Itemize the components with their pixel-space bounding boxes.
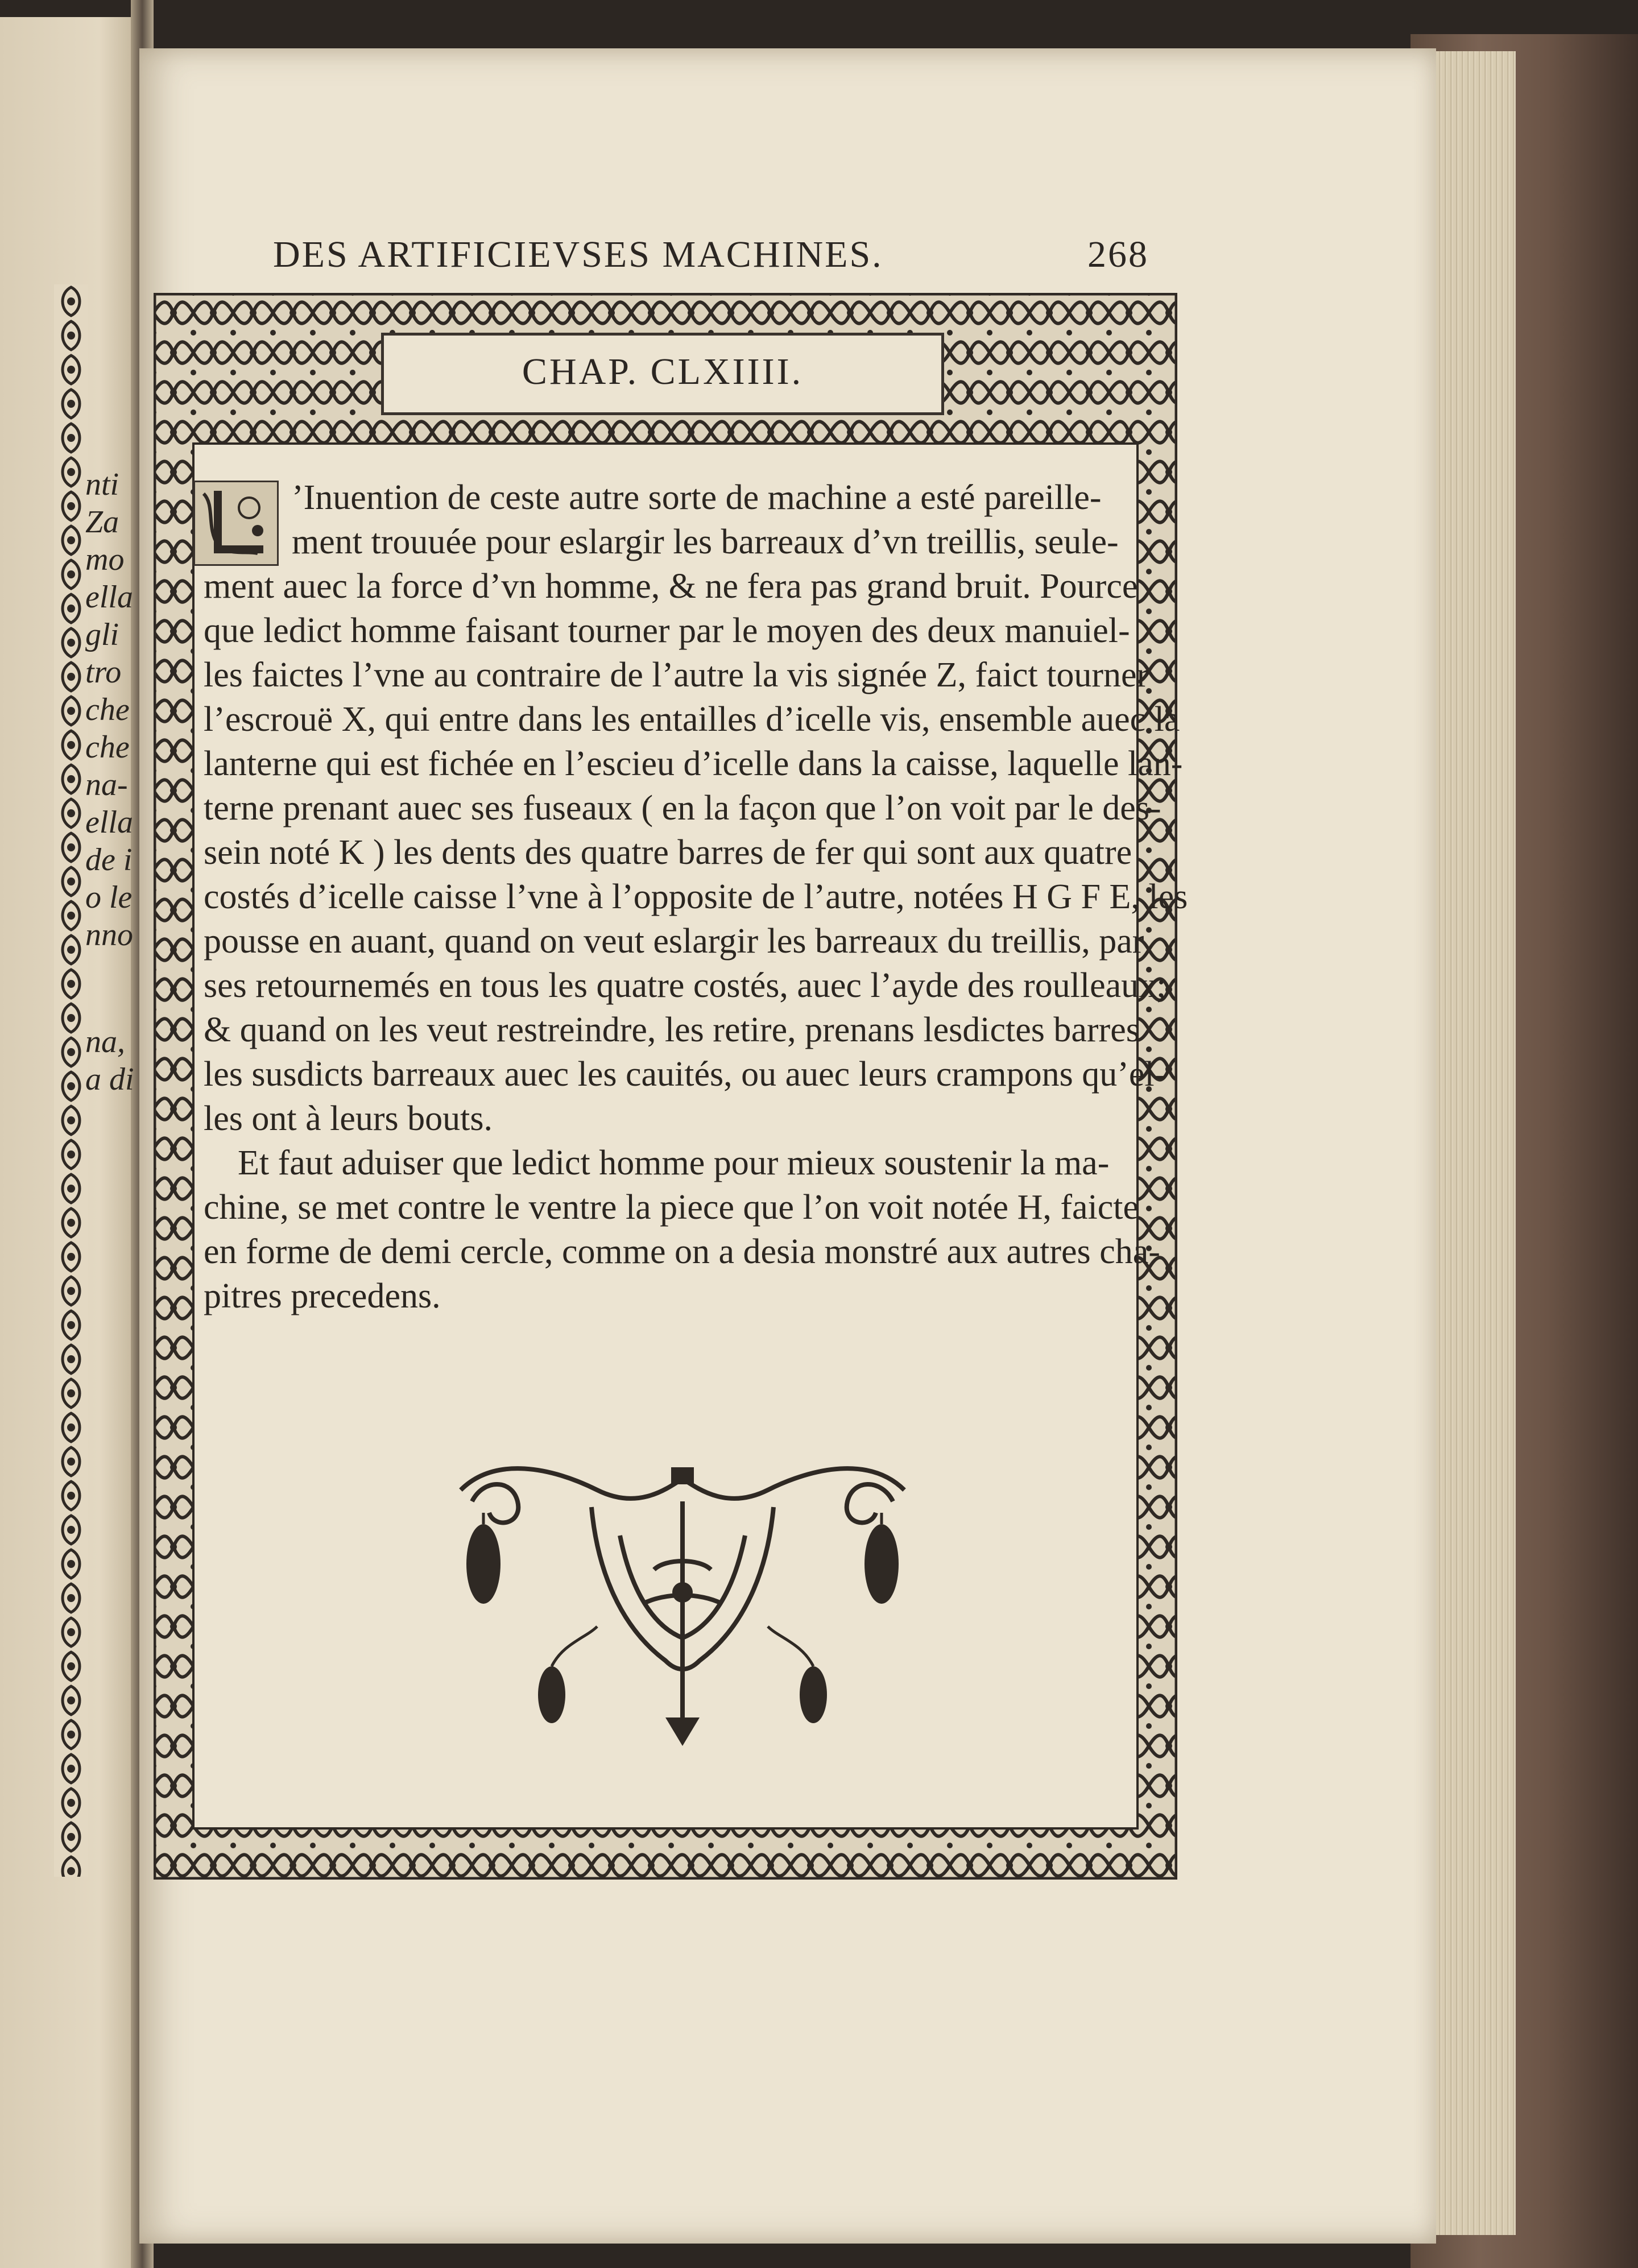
text-line: ’Inuention de ceste autre sorte de machine a esté pareille- <box>292 478 1102 517</box>
text-line: que ledict homme faisant tourner par le moyen des deux manuiel- <box>204 611 1130 650</box>
text-line: chine, se met contre le ventre la piece que l’on voit notée H, faicte <box>204 1188 1139 1227</box>
running-head-title: DES ARTIFICIEVSES MACHINES. <box>273 234 883 275</box>
text-line: les ont à leurs bouts. <box>204 1099 493 1138</box>
left-line: nti <box>85 467 119 502</box>
left-line: a di <box>85 1062 134 1097</box>
left-line: ella <box>85 580 133 615</box>
text-line: pitres precedens. <box>204 1277 441 1315</box>
text-line: ses retournemés en tous les quatre costés, auec l’ayde des roulleaux; <box>204 966 1167 1005</box>
left-line: o le <box>85 880 133 915</box>
left-line: che <box>85 692 130 727</box>
chapter-heading: CHAP. CLXIIII. <box>522 351 804 392</box>
left-line: tro <box>85 655 122 690</box>
text-line: les faictes l’vne au contraire de l’autre la vis signée Z, faict tourner <box>204 656 1149 694</box>
page-number: 268 <box>1087 234 1149 275</box>
left-line: mo <box>85 542 125 577</box>
text-line: sein noté K ) les dents des quatre barres de fer qui sont aux quatre <box>204 833 1132 872</box>
left-page-border <box>54 284 88 1877</box>
left-line: ella <box>85 805 133 840</box>
chapter-heading-box <box>381 333 944 415</box>
text-line: costés d’icelle caisse l’vne à l’opposite de l’autre, notées H G F E, les <box>204 878 1188 916</box>
text-line: pousse en auant, quand on veut eslargir les barreaux du treillis, par <box>204 922 1144 961</box>
left-line: nno <box>85 917 133 953</box>
text-line: terne prenant auec ses fuseaux ( en la façon que l’on voit par le des- <box>204 789 1161 827</box>
left-line: Za <box>85 504 119 540</box>
left-line: na, <box>85 1024 125 1059</box>
text-line: & quand on les veut restreindre, les retire, prenans lesdictes barres <box>204 1011 1140 1049</box>
left-line: gli <box>85 617 119 652</box>
text-line: lanterne qui est fichée en l’escieu d’icelle dans la caisse, laquelle lan- <box>204 744 1183 783</box>
left-line: de i <box>85 842 133 878</box>
running-head <box>273 233 1149 279</box>
text-line: ment trouuée pour eslargir les barreaux d’vn treillis, seule- <box>292 523 1119 561</box>
tailpiece-ornament <box>449 1456 916 1752</box>
drop-cap-initial <box>193 481 279 566</box>
text-line: l’escrouë X, qui entre dans les entailles d’icelle vis, ensemble auec la <box>204 700 1180 739</box>
text-line: Et faut aduiser que ledict homme pour mieux soustenir la ma- <box>238 1144 1110 1182</box>
text-line: ment auec la force d’vn homme, & ne fera pas grand bruit. Pource <box>204 567 1138 606</box>
text-line: les susdicts barreaux auec les cauités, ou auec leurs crampons qu’el- <box>204 1055 1167 1094</box>
text-line: en forme de demi cercle, comme on a desia monstré aux autres cha- <box>204 1232 1160 1271</box>
left-line: che <box>85 730 130 765</box>
left-line: na- <box>85 767 128 802</box>
